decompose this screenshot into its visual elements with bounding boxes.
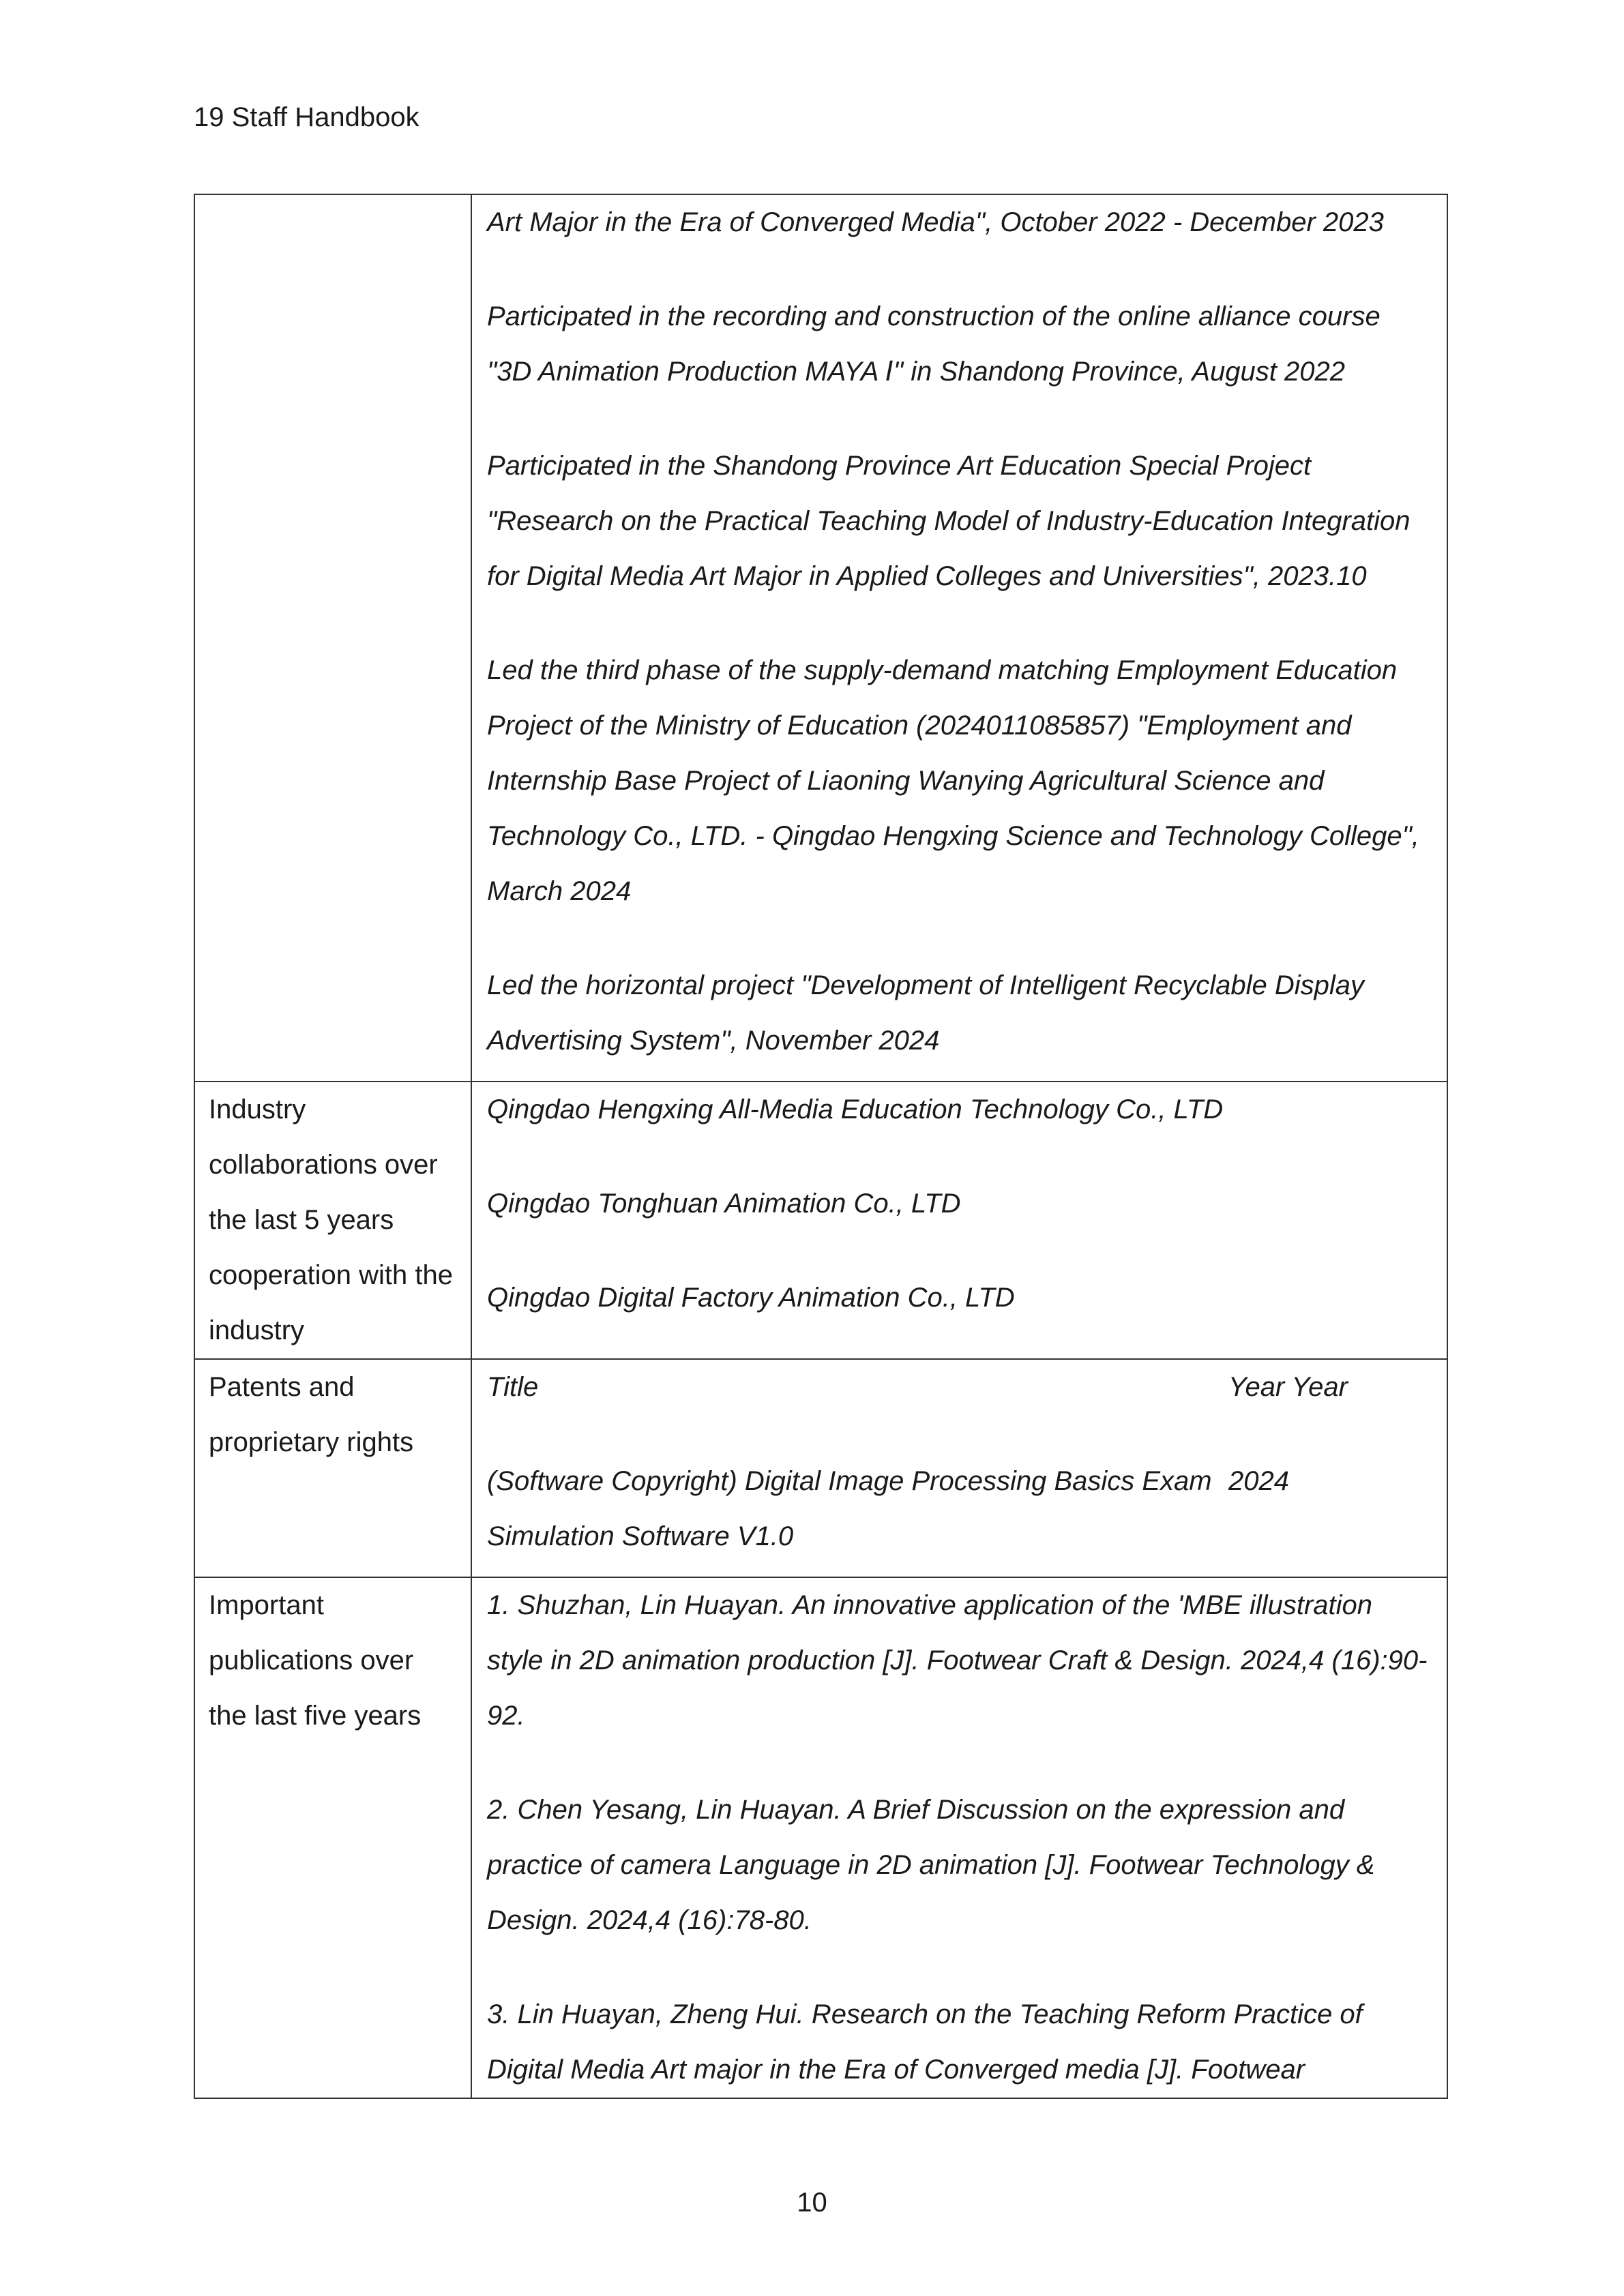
page-header: 19 Staff Handbook [194,102,419,132]
project-item: Participated in the recording and construction of the online alliance course "3D Animation Production MAYA Ⅰ" in Shandong Province, August 2022 [487,301,1381,387]
table-row-projects-continued [194,194,1447,1082]
patents-cell [471,1359,1447,1577]
patent-year: 2024 [1228,1466,1289,1496]
table-row-publications [194,1577,1447,2098]
project-item: Led the horizontal project "Development of Intelligent Recyclable Display Advertising System", November 2024 [487,970,1365,1056]
patent-title: (Software Copyright) Digital Image Processing Basics Exam Simulation Software V1.0 [487,1466,1212,1551]
table-row-patents [194,1359,1447,1577]
patents-title-header: Title [487,1372,539,1402]
row-label-industry-collaborations: Industry collaborations over the last 5 years cooperation with the industry [194,1082,471,1359]
projects-cell [471,194,1447,1082]
collaboration-item: Qingdao Digital Factory Animation Co., LTD [487,1283,1015,1313]
page-number: 10 [797,2188,827,2218]
staff-profile-table [194,194,1448,2099]
row-label-patents: Patents and proprietary rights [194,1359,471,1577]
publications-cell [471,1577,1447,2098]
collaboration-item: Qingdao Hengxing All-Media Education Technology Co., LTD [487,1094,1224,1124]
patents-year-header: Year Year [1228,1372,1348,1402]
publication-item: 2. Chen Yesang, Lin Huayan. A Brief Discussion on the expression and practice of camera Language in 2D animation [J]. Footwear Technology & Design. 2024,4 (16):78-80. [487,1795,1375,1935]
patents-header-row [487,1360,1430,1415]
collaboration-item: Qingdao Tonghuan Animation Co., LTD [487,1189,961,1219]
row-label-publications: Important publications over the last five years [194,1577,471,2098]
publication-item: 1. Shuzhan, Lin Huayan. An innovative application of the 'MBE illustration style in 2D animation production [J]. Footwear Craft & Design. 2024,4 (16):90-92. [487,1590,1428,1731]
project-item: Led the third phase of the supply-demand matching Employment Education Project of the Ministry of Education (2024011085857) "Employment and Internship Base Project of Liaoning Wanying Agricultural Science and Technology Co., LTD. - Qingdao Hengxing Science and Technology College", March 2024 [487,655,1419,906]
project-item: Participated in the Shandong Province Art Education Special Project "Research on the Practical Teaching Model of Industry-Education Integration for Digital Media Art Major in Applied Colleges and Universities", 2023.10 [487,451,1411,591]
industry-collaborations-cell [471,1082,1447,1359]
project-item: Art Major in the Era of Converged Media", October 2022 - December 2023 [487,207,1384,237]
publication-item: 3. Lin Huayan, Zheng Hui. Research on the Teaching Reform Practice of Digital Media Art major in the Era of Converged media [J]. Footwear [487,1999,1363,2085]
patent-entry [487,1454,1430,1564]
table-row-industry-collaborations [194,1082,1447,1359]
row-label-empty [194,194,471,1082]
